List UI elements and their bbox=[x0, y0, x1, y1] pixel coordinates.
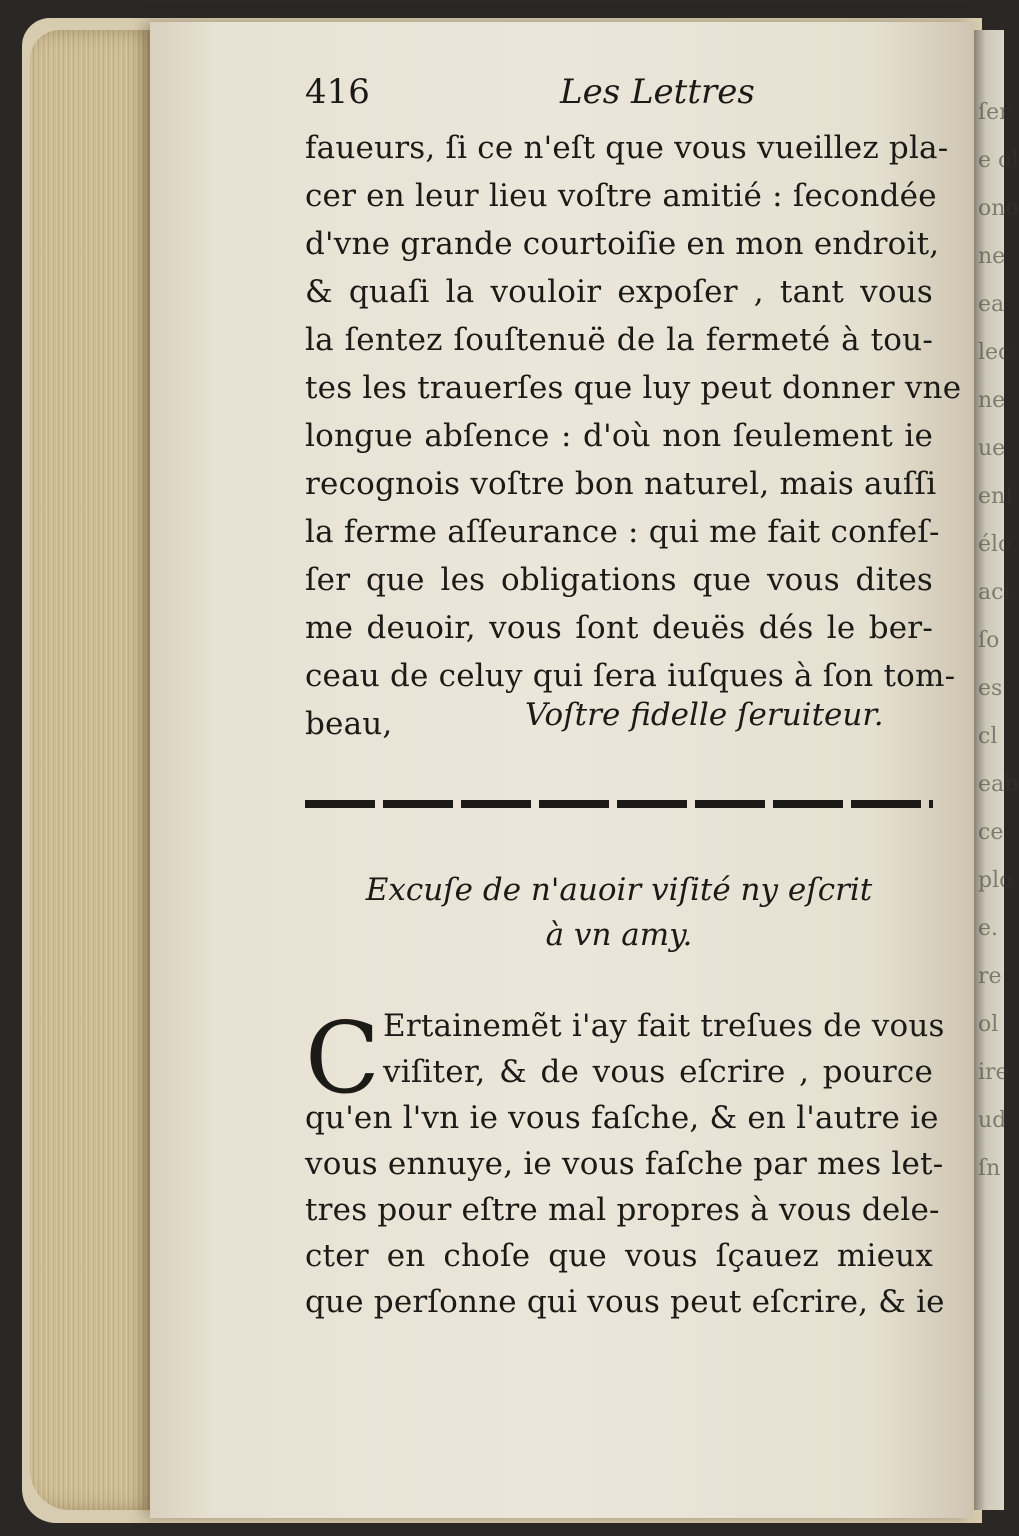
facing-page-fragment: e ol bbox=[978, 148, 1019, 173]
facing-page-fragment: ne bbox=[978, 388, 1006, 413]
facing-page-fragment: eab bbox=[978, 772, 1019, 797]
text-line: viſiter, & de vous eſcrire , pource bbox=[383, 1054, 933, 1090]
text-line: que perſonne qui vous peut eſcrire, & ie bbox=[305, 1284, 945, 1320]
book-fore-edge bbox=[30, 30, 160, 1510]
text-line: cer en leur lieu voſtre amitié : ſecondée bbox=[305, 178, 937, 214]
facing-page-fragment: e. bbox=[978, 916, 999, 941]
facing-page-fragment: ud bbox=[978, 1108, 1007, 1133]
text-line: cter en choſe que vous ſçauez mieux bbox=[305, 1238, 933, 1274]
text-line: beau, bbox=[305, 706, 393, 742]
facing-page-fragment: élo bbox=[978, 532, 1012, 557]
facing-page-fragment: ſer bbox=[978, 100, 1010, 125]
facing-page-fragment: ne bbox=[978, 244, 1006, 269]
facing-page-fragment: ſn bbox=[978, 1156, 1001, 1181]
text-line: Ertainemẽt i'ay fait treſues de vous bbox=[383, 1008, 945, 1044]
text-line: tes les trauerſes que luy peut donner vne bbox=[305, 370, 962, 406]
letter-signature: Voſtre fidelle ſeruiteur. bbox=[525, 697, 884, 733]
section-divider-rule bbox=[305, 800, 933, 808]
text-line: ſer que les obligations que vous dites bbox=[305, 562, 933, 598]
facing-page-fragment: ono bbox=[978, 196, 1019, 221]
text-line: ceau de celuy qui ſera iuſques à ſon tom- bbox=[305, 658, 956, 694]
text-line: & quaſi la vouloir expoſer , tant vous bbox=[305, 274, 933, 310]
text-line: tres pour eſtre mal propres à vous dele- bbox=[305, 1192, 940, 1228]
text-line: recognois voſtre bon naturel, mais auſſi bbox=[305, 466, 937, 502]
facing-page-edge bbox=[974, 30, 1019, 1510]
facing-page-fragment: enl bbox=[978, 484, 1013, 509]
letter-heading-line-2: à vn amy. bbox=[545, 917, 693, 953]
text-line: me deuoir, vous ſont deuës dés le ber- bbox=[305, 610, 933, 646]
facing-page-fragment: plo bbox=[978, 868, 1013, 893]
facing-page-fragment: re bbox=[978, 964, 1002, 989]
letter-heading-line-1: Excuſe de n'auoir viſité ny eſcrit bbox=[365, 872, 873, 908]
facing-page-fragment: cl bbox=[978, 724, 998, 749]
facing-page-fragment: ſo bbox=[978, 628, 1000, 653]
facing-page-fragment: lec bbox=[978, 340, 1011, 365]
text-line: la ferme aſſeurance : qui me fait confeſ- bbox=[305, 514, 940, 550]
drop-cap-initial: C bbox=[305, 1002, 380, 1116]
text-line: d'vne grande courtoiſie en mon endroit, bbox=[305, 226, 940, 262]
page-number: 416 bbox=[305, 72, 370, 112]
facing-page-fragment: ol bbox=[978, 1012, 999, 1037]
facing-page-fragment: ea bbox=[978, 292, 1005, 317]
running-head: Les Lettres bbox=[560, 72, 755, 112]
facing-page-fragment: es bbox=[978, 676, 1003, 701]
facing-page-fragment: aci bbox=[978, 580, 1011, 605]
text-line: qu'en l'vn ie vous faſche, & en l'autre ie bbox=[305, 1100, 939, 1136]
facing-page-fragment: ce bbox=[978, 820, 1004, 845]
text-line: la ſentez ſouſtenuë de la fermeté à tou- bbox=[305, 322, 933, 358]
facing-page-fragment: ire bbox=[978, 1060, 1009, 1085]
text-line: vous ennuye, ie vous faſche par mes let- bbox=[305, 1146, 944, 1182]
facing-page-fragment: ue bbox=[978, 436, 1006, 461]
text-line: longue abſence : d'où non ſeulement ie bbox=[305, 418, 933, 454]
text-line: faueurs, ſi ce n'eſt que vous vueillez pla- bbox=[305, 130, 949, 166]
